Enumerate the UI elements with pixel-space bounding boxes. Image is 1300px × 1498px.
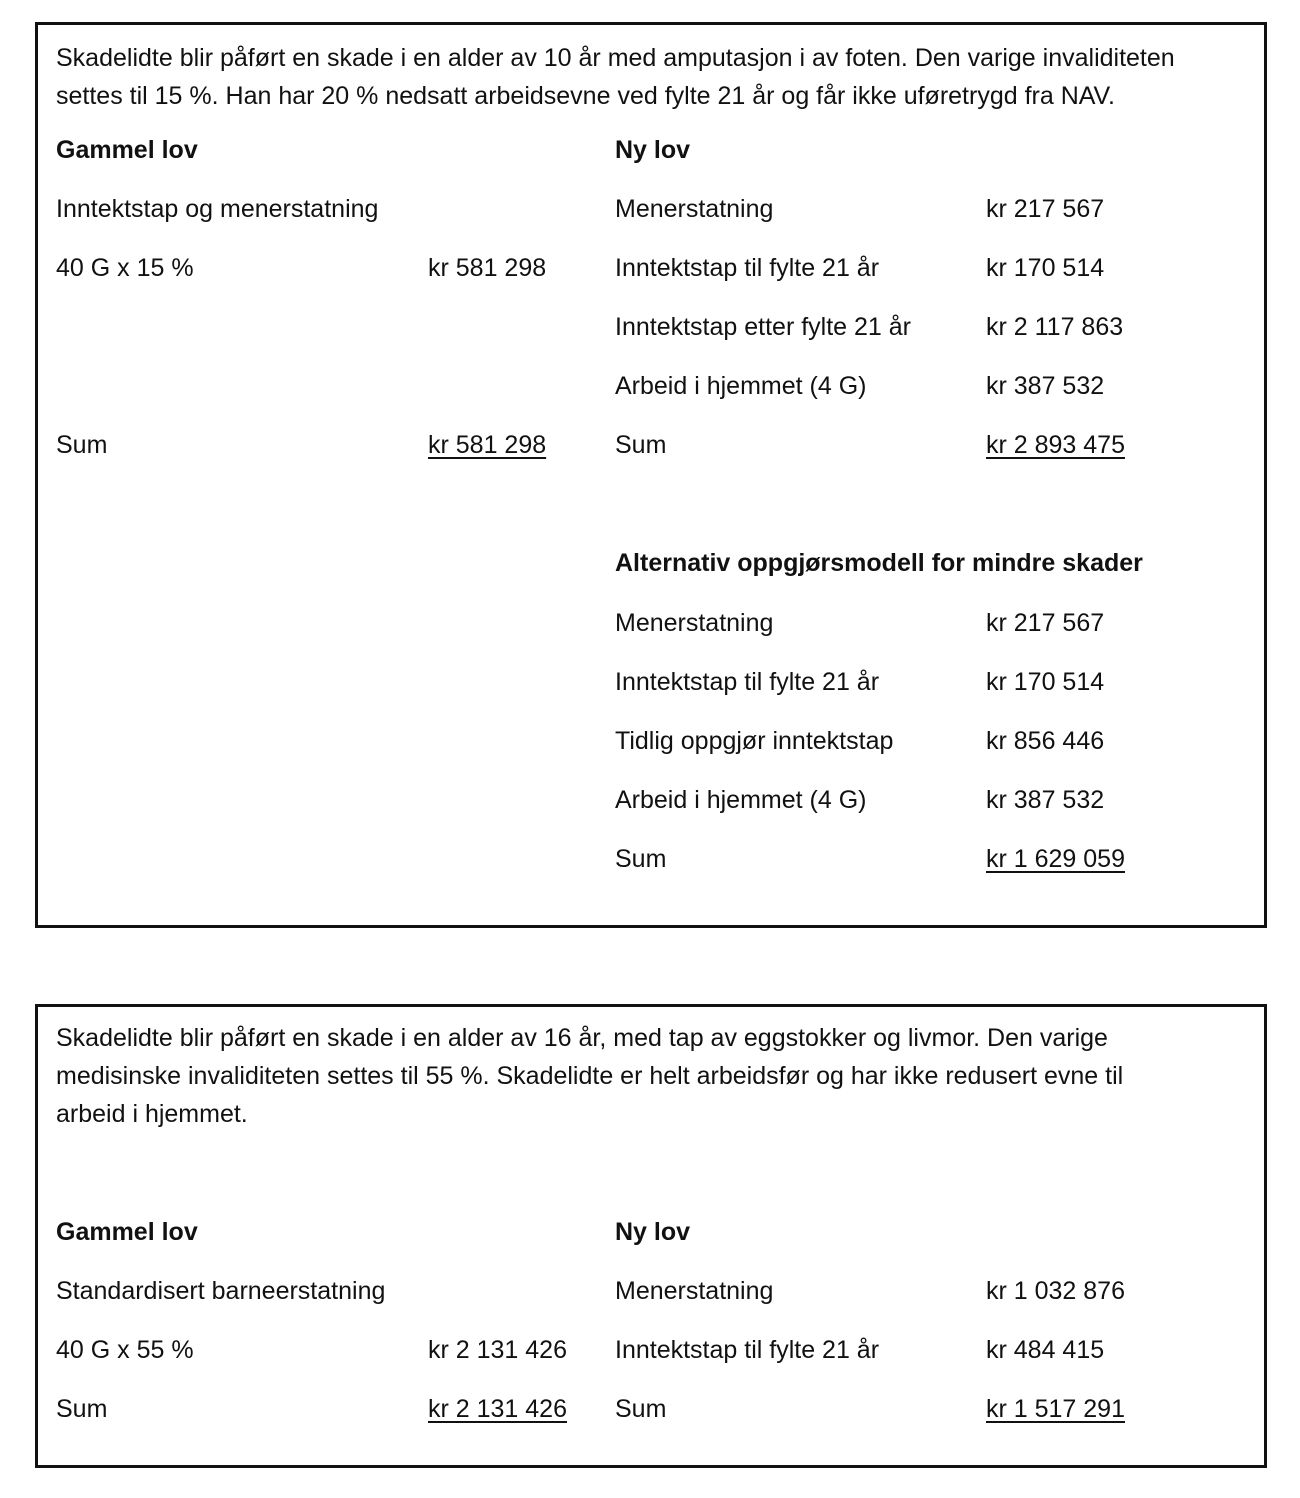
- case1-old-law-heading: Gammel lov: [56, 136, 198, 164]
- case1-alternative-row-label: Tidlig oppgjør inntektstap: [615, 727, 894, 755]
- case1-new-law-row-label: Arbeid i hjemmet (4 G): [615, 372, 867, 400]
- case1-new-law-row-value: kr 387 532: [986, 372, 1105, 400]
- case1-old-law-subheading: Inntektstap og menerstatning: [56, 195, 379, 223]
- case1-new-law-row-value: kr 217 567: [986, 195, 1105, 223]
- case2-old-law-subheading: Standardisert barneerstatning: [56, 1277, 386, 1305]
- case2-new-law-sum-value: kr 1 517 291: [986, 1395, 1125, 1423]
- intro-line: settes til 15 %. Han har 20 % nedsatt arbeidsevne ved fylte 21 år og får ikke uføretrygd fra NAV.: [56, 82, 1115, 110]
- case2-intro: [56, 1019, 1123, 1133]
- case2-box: [35, 1004, 1267, 1468]
- case1-new-law-row-label: Menerstatning: [615, 195, 774, 223]
- case2-new-law-row-label: Menerstatning: [615, 1277, 774, 1305]
- case1-old-law-calc-value: kr 581 298: [428, 254, 547, 282]
- case1-alternative-row-value: kr 387 532: [986, 786, 1105, 814]
- intro-line: Skadelidte blir påført en skade i en alder av 16 år, med tap av eggstokker og livmor. Den varige: [56, 1024, 1108, 1052]
- case1-new-law-sum-value: kr 2 893 475: [986, 431, 1125, 459]
- case1-alternative-sum-label: Sum: [615, 845, 667, 873]
- case1-intro: [56, 39, 1175, 115]
- case2-old-law-calc-label: 40 G x 55 %: [56, 1336, 194, 1364]
- case2-new-law-sum-label: Sum: [615, 1395, 667, 1423]
- case2-new-law-row-label: Inntektstap til fylte 21 år: [615, 1336, 880, 1364]
- case1-new-law-sum-label: Sum: [615, 431, 667, 459]
- case2-old-law-sum-label: Sum: [56, 1395, 108, 1423]
- intro-line: arbeid i hjemmet.: [56, 1100, 248, 1128]
- case1-old-law-calc-label: 40 G x 15 %: [56, 254, 194, 282]
- case1-alternative-row-value: kr 217 567: [986, 609, 1105, 637]
- case1-alternative-row-value: kr 856 446: [986, 727, 1105, 755]
- case1-new-law-row-label: Inntektstap til fylte 21 år: [615, 254, 880, 282]
- case2-new-law-row-value: kr 484 415: [986, 1336, 1105, 1364]
- case1-old-law-sum-value: kr 581 298: [428, 431, 547, 459]
- case1-old-law-sum-label: Sum: [56, 431, 108, 459]
- case1-new-law-row-label: Inntektstap etter fylte 21 år: [615, 313, 911, 341]
- case1-alternative-heading: Alternativ oppgjørsmodell for mindre skader: [615, 549, 1143, 577]
- case2-old-law-calc-value: kr 2 131 426: [428, 1336, 567, 1364]
- case1-new-law-heading: Ny lov: [615, 136, 691, 164]
- case1-alternative-row-label: Arbeid i hjemmet (4 G): [615, 786, 867, 814]
- intro-line: medisinske invaliditeten settes til 55 %. Skadelidte er helt arbeidsfør og har ikke redusert evne til: [56, 1062, 1124, 1090]
- case1-alternative-row-label: Menerstatning: [615, 609, 774, 637]
- case1-alternative-row-value: kr 170 514: [986, 668, 1105, 696]
- case1-alternative-sum-value: kr 1 629 059: [986, 845, 1125, 873]
- case1-new-law-row-value: kr 2 117 863: [986, 313, 1124, 341]
- case1-alternative-row-label: Inntektstap til fylte 21 år: [615, 668, 880, 696]
- case2-old-law-sum-value: kr 2 131 426: [428, 1395, 567, 1423]
- intro-line: Skadelidte blir påført en skade i en alder av 10 år med amputasjon i av foten. Den varige invaliditeten: [56, 44, 1175, 72]
- case2-old-law-heading: Gammel lov: [56, 1218, 198, 1246]
- case1-new-law-row-value: kr 170 514: [986, 254, 1105, 282]
- case1-box: [35, 22, 1267, 928]
- case2-new-law-row-value: kr 1 032 876: [986, 1277, 1125, 1305]
- case2-new-law-heading: Ny lov: [615, 1218, 691, 1246]
